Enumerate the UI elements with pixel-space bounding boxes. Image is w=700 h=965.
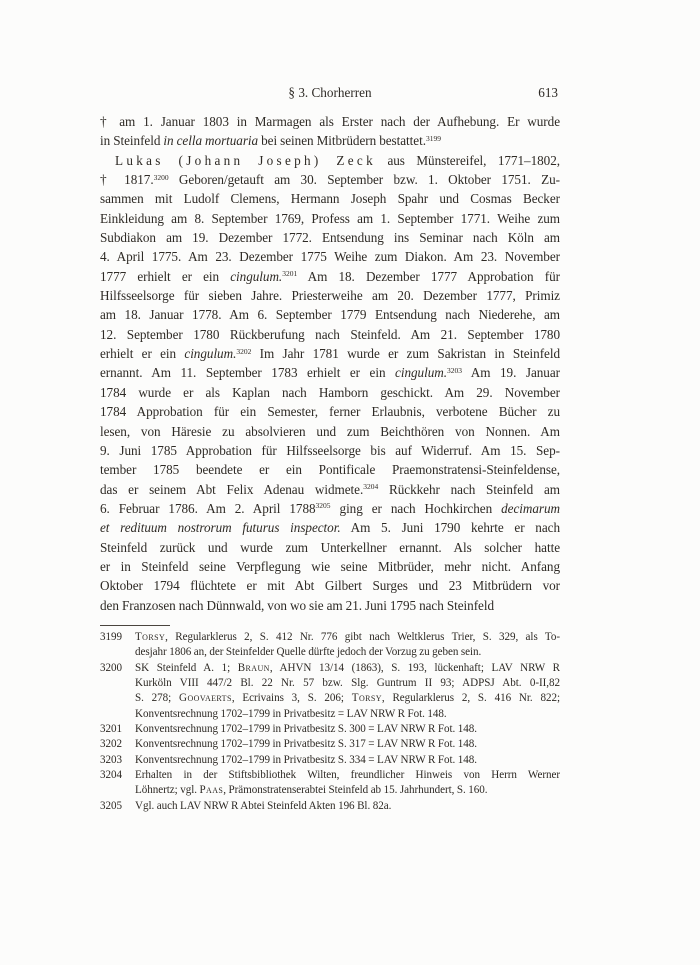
footnote-ref: 3204 (363, 482, 379, 492)
footnote-ref: 3201 (282, 269, 298, 279)
text-run: tember 1785 beendete er ein Pontificale Praemonstratensi-Steinfeldense, (100, 462, 560, 478)
body-line (100, 441, 560, 460)
body-line (100, 557, 560, 576)
section-heading: § 3. Chorherren (288, 85, 372, 100)
text-run: Löhnertz; vgl. (135, 784, 200, 797)
text-run: Torsy (351, 692, 382, 705)
text-run: Paas (199, 784, 224, 797)
text-run: Rückkehr nach Steinfeld am (378, 481, 560, 497)
body-line (100, 402, 560, 421)
text-run: Geboren/getauft am 30. September bzw. 1. Oktober 1751. Zu- (168, 172, 560, 188)
text-run: den Franzosen nach Dünnwald, von wo sie am 21. Juni 1795 nach Steinfeld (100, 597, 494, 613)
text-run: 6. Februar 1786. Am 2. April 1788 (100, 500, 316, 516)
footnote-number: 3204 (100, 769, 122, 782)
footnote-number: 3202 (100, 738, 122, 751)
footnote-line (135, 753, 560, 768)
text-run: Konventsrechnung 1702–1799 in Privatbesitz S. 317 = LAV NRW R Fot. 148. (135, 738, 477, 751)
body-line (100, 267, 560, 286)
footnote-ref: 3203 (446, 365, 462, 375)
text-run: bei seinen Mitbrüdern bestattet. (258, 133, 426, 149)
text-run: , Prämonstratenserabtei Steinfeld ab 15. Jahrhundert, S. 160. (223, 784, 488, 797)
page-number: 613 (538, 85, 558, 100)
text-run: in cella mortuaria (163, 133, 259, 149)
footnote (100, 630, 560, 661)
text-run: sammen mit Ludolf Clemens, Hermann Joseph Spahr und Cosmas Becker (100, 191, 560, 207)
running-header (100, 85, 560, 100)
footnote-number: 3200 (100, 661, 122, 674)
text-run: Konventsrechnung 1702–1799 in Privatbesitz S. 300 = LAV NRW R Fot. 148. (135, 723, 477, 736)
text-run: Braun (237, 661, 270, 674)
footnote-number: 3199 (100, 631, 122, 643)
text-run: , Ecrivains 3, S. 206; (231, 692, 352, 705)
text-run: das er seinem Abt Felix Adenau widmete. (100, 481, 364, 497)
text-run: am 18. Januar 1778. Am 6. September 1779 Entsendung nach Niederehe, am (100, 307, 560, 323)
footnotes-block (100, 630, 560, 814)
text-run: desjahr 1806 an, der Steinfelder Quelle dürfte jedoch der Vorzug zu geben sein. (135, 646, 482, 659)
text-run: ging er nach Hochkirchen (330, 500, 502, 516)
body-line (100, 151, 560, 170)
footnote (100, 753, 560, 768)
text-run: Subdiakon am 19. Dezember 1772. Entsendung ins Seminar nach Köln am (100, 230, 560, 246)
body-line (100, 344, 560, 363)
footnote (100, 661, 560, 722)
body-line (100, 576, 560, 595)
text-run: 1784 Approbation für ein Semester, ferner Erlaubnis, verbotene Bücher zu (100, 404, 560, 420)
text-run: Am 5. Juni 1790 kehrte er nach (340, 520, 560, 536)
text-run: 9. Juni 1785 Approbation für Hilfsseelsorge bis auf Widerruf. Am 15. Sep- (100, 442, 560, 458)
body-line (100, 499, 560, 518)
footnote-line (135, 630, 560, 645)
text-run: Hilfsseelsorge für sieben Jahre. Priesterweihe am 20. Dezember 1777, Primiz (100, 288, 560, 304)
footnote-separator-rule (100, 625, 170, 626)
text-run: cingulum. (230, 268, 283, 284)
body-line (100, 189, 560, 208)
footnote-line (135, 799, 560, 814)
footnote-line (135, 691, 560, 706)
body-line (100, 209, 560, 228)
body-line (100, 460, 560, 479)
footnote-ref: 3199 (425, 133, 441, 143)
body-line (100, 363, 560, 382)
text-run: 4. April 1775. Am 23. Dezember 1775 Weihe zum Diakon. Am 23. November (100, 249, 560, 265)
text-run: † 1817. (100, 172, 154, 188)
footnote (100, 799, 560, 814)
text-run: Am 19. Januar (461, 365, 560, 381)
footnote (100, 722, 560, 737)
text-run: et redituum nostrorum futurus inspector. (100, 520, 341, 536)
text-run: Erhalten in der Stiftsbibliothek Wilten, freundlicher Hinweis von Herrn Werner (135, 769, 560, 782)
body-line (100, 112, 560, 131)
text-run: , AHVN 13/14 (1863), S. 193, lückenhaft; LAV NRW R (269, 661, 560, 674)
footnote-line (135, 676, 560, 691)
body-line (100, 170, 560, 189)
text-run: ernannt. Am 11. September 1783 erhielt er ein (100, 365, 396, 381)
body-line (100, 538, 560, 557)
body-line (100, 131, 560, 150)
text-run: cingulum. (395, 365, 447, 381)
text-run: Lukas (Johann Joseph) Zeck (115, 152, 376, 168)
footnote (100, 768, 560, 799)
text-run: in Steinfeld (100, 133, 164, 149)
footnote-line (135, 645, 560, 660)
body-line (100, 596, 560, 615)
footnote-line (135, 768, 560, 783)
footnote-line (135, 707, 560, 722)
body-line (100, 228, 560, 247)
footnote-line (135, 661, 560, 676)
text-run: lesen, von Häresie zu absolvieren und zum Beichthören von Nonnen. Am (100, 423, 560, 439)
text-run: , Regularklerus 2, S. 416 Nr. 822; (381, 692, 560, 705)
text-run: † am 1. Januar 1803 in Marmagen als Erster nach der Aufhebung. Er wurde (100, 114, 560, 129)
text-run: Am 18. Dezember 1777 Approbation für (297, 268, 560, 284)
footnote-number: 3203 (100, 753, 122, 766)
footnote-line (135, 722, 560, 737)
text-run: Vgl. auch LAV NRW R Abtei Steinfeld Akten 196 Bl. 82a. (135, 799, 392, 812)
text-run: Konventsrechnung 1702–1799 in Privatbesitz S. 334 = LAV NRW R Fot. 148. (135, 753, 477, 766)
body-line (100, 247, 560, 266)
text-run: SK Steinfeld A. 1; (135, 661, 238, 674)
footnote-ref: 3200 (153, 172, 169, 182)
footnote (100, 737, 560, 752)
text-run: , Regularklerus 2, S. 412 Nr. 776 gibt nach Weltklerus Trier, S. 329, als To- (165, 631, 560, 643)
body-text (100, 112, 560, 615)
body-line (100, 305, 560, 324)
text-run: 12. September 1780 Rückberufung nach Steinfeld. Am 21. September 1780 (100, 326, 560, 342)
text-run: Im Jahr 1781 wurde er zum Sakristan in Steinfeld (251, 346, 560, 362)
text-run: Kurköln VIII 447/2 Bl. 22 Nr. 57 bzw. Slg. Guntrum II 93; ADPSJ Abt. 0-II,82 (135, 677, 560, 690)
footnote-line (135, 737, 560, 752)
text-run: Einkleidung am 8. September 1769, Profess am 1. September 1771. Weihe zum (100, 210, 560, 226)
text-run: aus Münstereifel, 1771–1802, (375, 152, 560, 168)
text-run: Steinfeld zurück und wurde zum Unterkellner ernannt. Als solcher hatte (100, 539, 560, 555)
body-line (100, 286, 560, 305)
text-run: decimarum (501, 500, 560, 516)
text-run: Oktober 1794 flüchtete er mit Abt Gilbert Surges und 23 Mitbrüdern vor (100, 578, 560, 594)
footnote-ref: 3205 (315, 501, 331, 511)
text-run: erhielt er ein (100, 346, 185, 362)
footnote-number: 3201 (100, 723, 122, 736)
body-line (100, 480, 560, 499)
text-run: 1777 erhielt er ein (100, 268, 231, 284)
body-line (100, 383, 560, 402)
body-line (100, 518, 560, 537)
body-line (100, 422, 560, 441)
footnote-line (135, 783, 560, 798)
text-run: er in Steinfeld seine Verpflegung wie seine Mitbrüder, mehr nicht. Anfang (100, 558, 560, 574)
text-run: cingulum. (184, 346, 237, 362)
text-run: Torsy (135, 631, 166, 643)
body-line (100, 325, 560, 344)
text-run: Goovaerts (179, 692, 232, 705)
footnote-ref: 3202 (236, 346, 252, 356)
text-run: Konventsrechnung 1702–1799 in Privatbesitz = LAV NRW R Fot. 148. (135, 707, 447, 720)
text-run: 1784 wurde er als Kaplan nach Hamborn geschickt. Am 29. November (100, 384, 560, 400)
footnote-number: 3205 (100, 799, 122, 812)
text-run: S. 278; (135, 692, 180, 705)
